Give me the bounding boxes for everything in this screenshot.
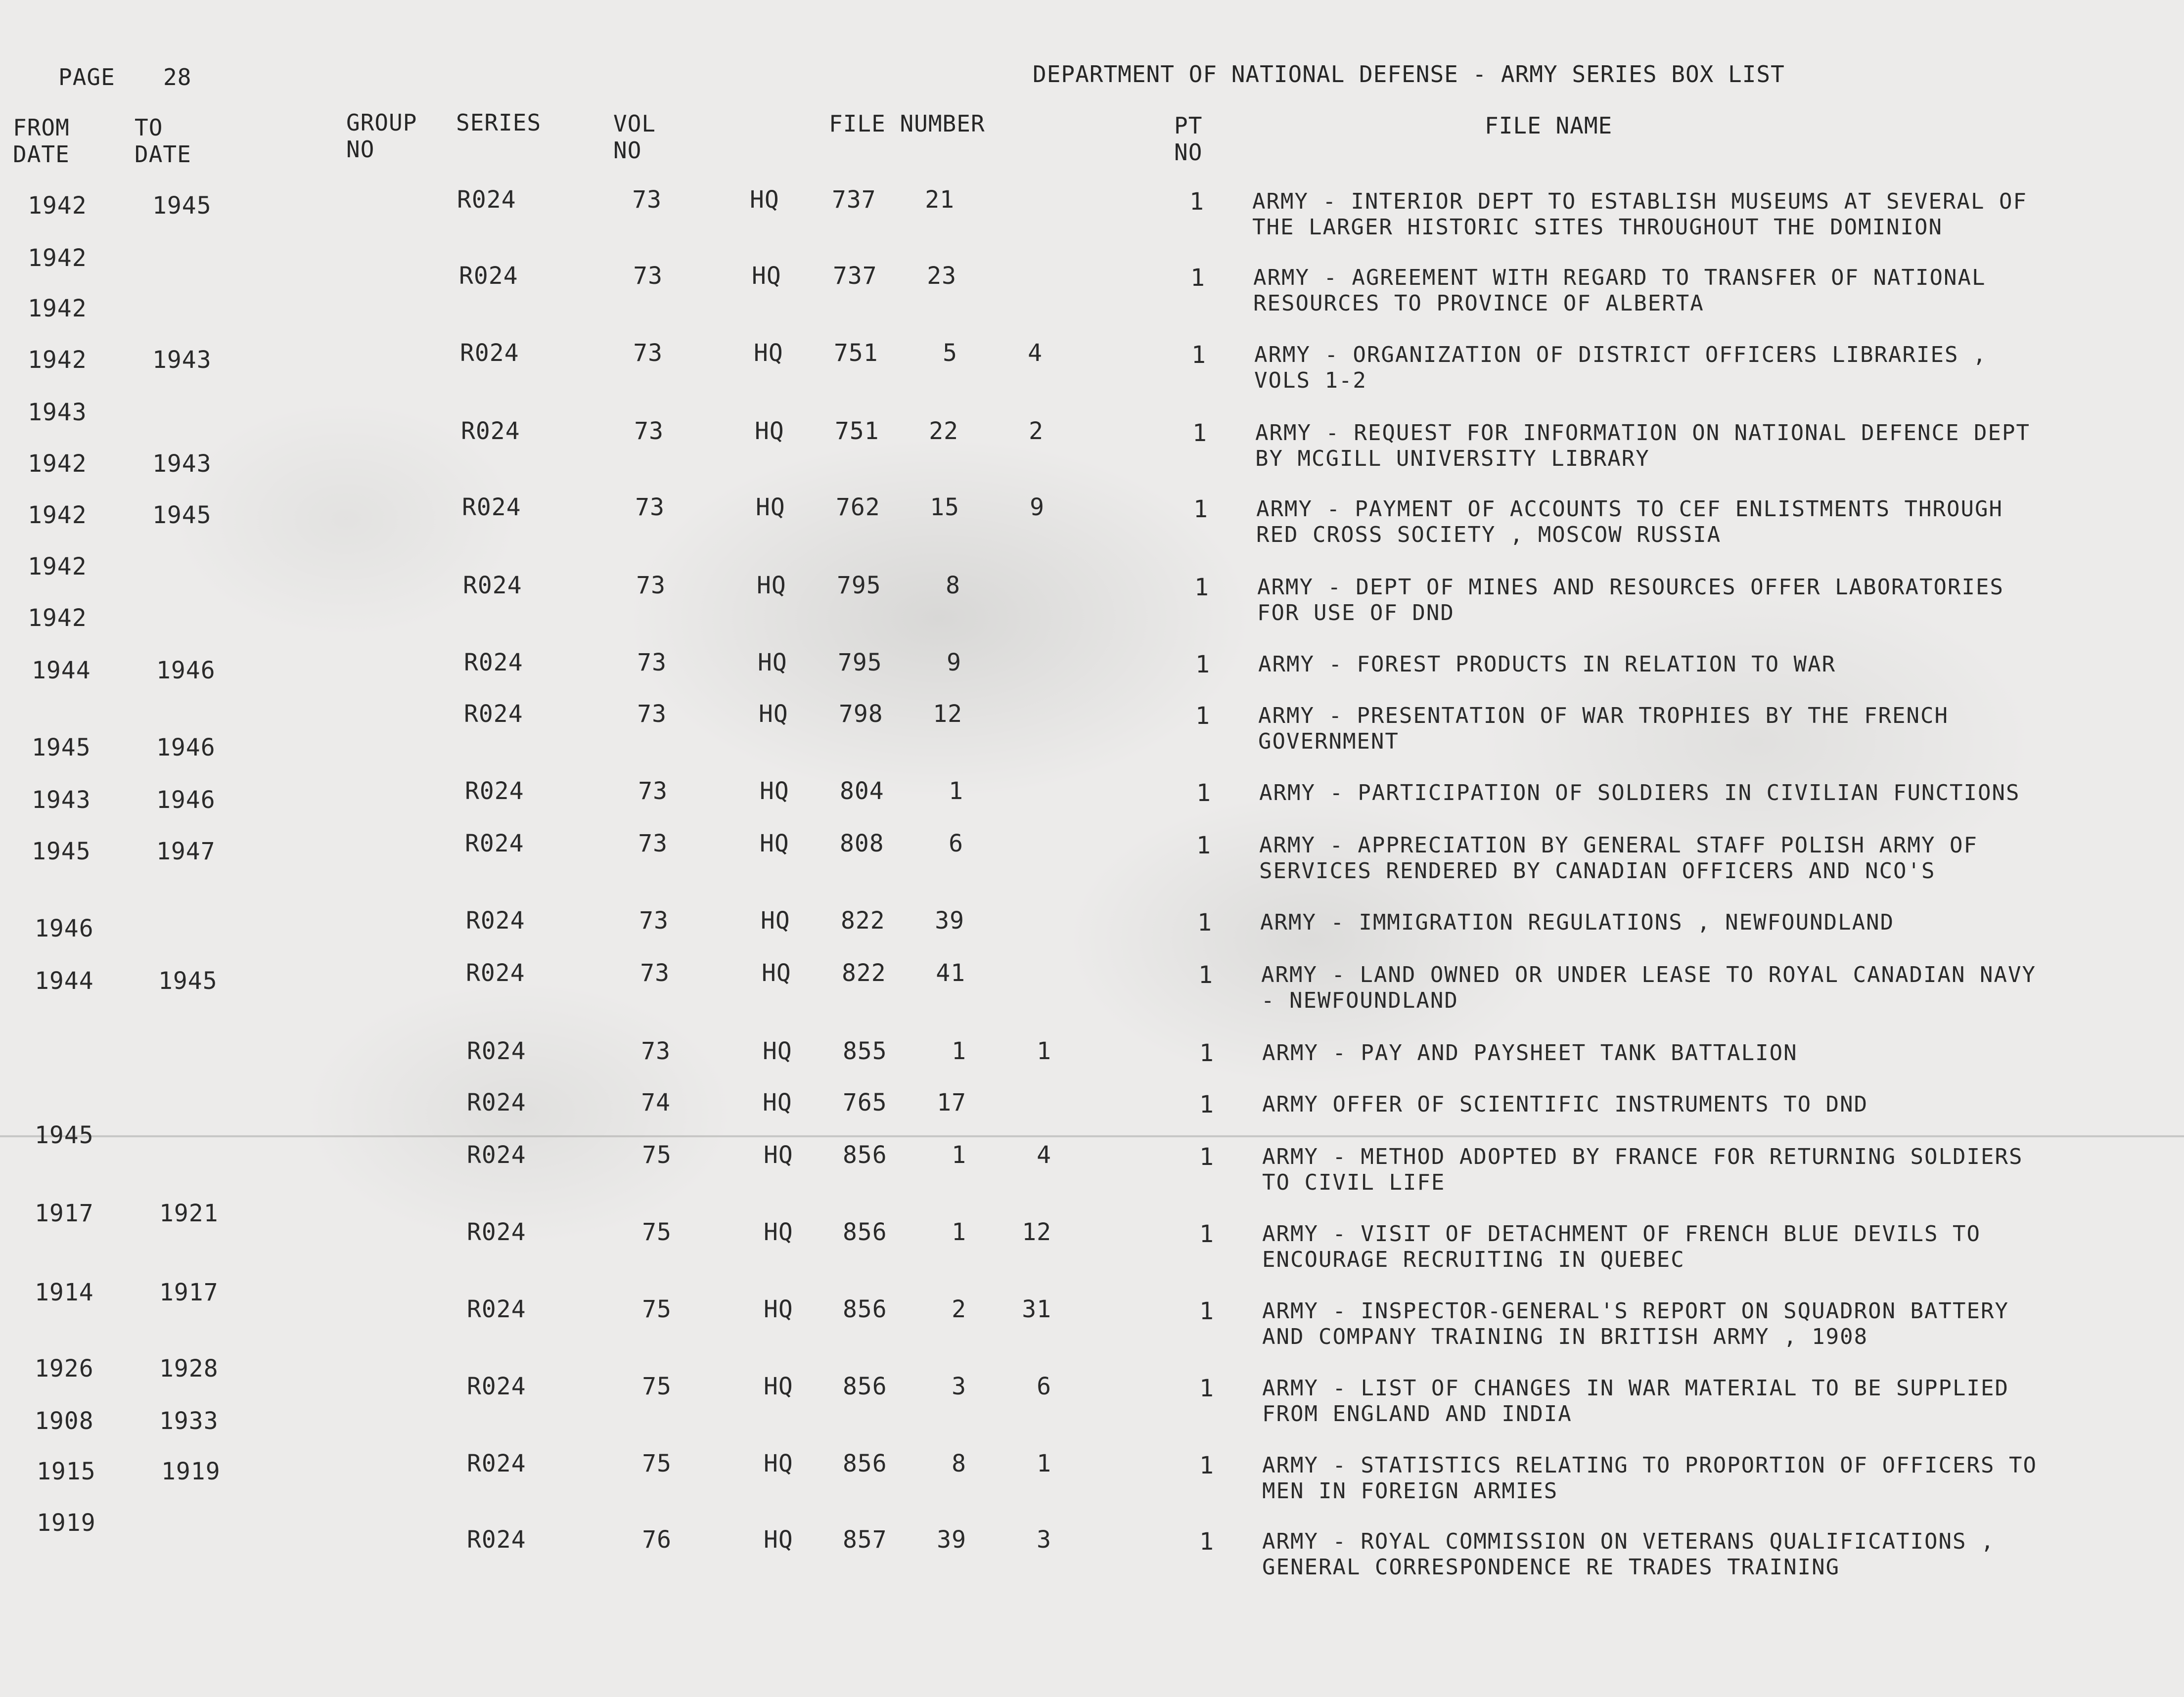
series-cell: R024 [465, 777, 524, 805]
file-name-cell: ARMY OFFER OF SCIENTIFIC INSTRUMENTS TO DND [1262, 1092, 1868, 1117]
file-name-cell: ARMY - LIST OF CHANGES IN WAR MATERIAL TO BE SUPPLIED FROM ENGLAND AND INDIA [1262, 1376, 2009, 1427]
pt-cell: 1 [1199, 1220, 1214, 1248]
vol-cell: 73 [635, 493, 665, 521]
series-cell: R024 [467, 1295, 526, 1323]
file-primary-cell: 856 [843, 1295, 887, 1323]
from-date: 1942 [28, 192, 87, 220]
col-to-date-l1: TO [135, 114, 163, 141]
file-prefix-cell: HQ [764, 1373, 793, 1400]
file-prefix-cell: HQ [756, 493, 785, 521]
pt-cell: 1 [1198, 961, 1213, 989]
file-secondary-cell: 2 [952, 1295, 966, 1323]
file-prefix-cell: HQ [750, 186, 779, 214]
col-group-no-l1: GROUP [346, 109, 417, 136]
file-name-cell: ARMY - VISIT OF DETACHMENT OF FRENCH BLUE DEVILS TO ENCOURAGE RECRUITING IN QUEBEC [1262, 1221, 1981, 1272]
file-primary-cell: 857 [843, 1526, 887, 1554]
to-date: 1921 [159, 1200, 219, 1227]
vol-cell: 74 [641, 1089, 671, 1116]
file-secondary-cell: 12 [933, 700, 962, 728]
from-date: 1942 [28, 553, 87, 581]
file-primary-cell: 751 [834, 339, 878, 367]
file-primary-cell: 856 [843, 1373, 887, 1400]
file-name-cell: ARMY - INSPECTOR-GENERAL'S REPORT ON SQUADRON BATTERY AND COMPANY TRAINING IN BRITISH ARMY , 1908 [1262, 1298, 2009, 1349]
pt-cell: 1 [1199, 1091, 1214, 1118]
from-date: 1942 [28, 450, 87, 478]
file-secondary-cell: 1 [952, 1141, 966, 1169]
to-date: 1933 [159, 1407, 219, 1435]
from-date: 1919 [37, 1509, 96, 1537]
file-prefix-cell: HQ [764, 1450, 793, 1477]
from-date: 1944 [32, 657, 91, 684]
series-cell: R024 [467, 1037, 526, 1065]
from-date: 1926 [35, 1355, 94, 1383]
file-prefix-cell: HQ [763, 1037, 792, 1065]
series-cell: R024 [467, 1141, 526, 1169]
pt-cell: 1 [1196, 779, 1211, 807]
vol-cell: 75 [642, 1373, 672, 1400]
fold-line [0, 1135, 2184, 1137]
file-prefix-cell: HQ [752, 262, 781, 290]
from-date: 1945 [35, 1121, 94, 1149]
file-prefix-cell: HQ [760, 777, 789, 805]
file-prefix-cell: HQ [760, 830, 789, 857]
file-secondary-cell: 1 [949, 777, 963, 805]
from-date: 1943 [32, 786, 91, 814]
pt-cell: 1 [1191, 341, 1206, 369]
vol-cell: 73 [641, 1037, 671, 1065]
from-date: 1917 [35, 1200, 94, 1227]
file-name-cell: ARMY - PRESENTATION OF WAR TROPHIES BY THE FRENCH GOVERNMENT [1258, 703, 1949, 754]
file-name-cell: ARMY - STATISTICS RELATING TO PROPORTION OF OFFICERS TO MEN IN FOREIGN ARMIES [1262, 1453, 2037, 1504]
vol-cell: 76 [642, 1526, 672, 1554]
to-date: 1946 [156, 734, 216, 761]
col-series: SERIES [456, 109, 542, 136]
to-date: 1928 [159, 1355, 219, 1383]
file-name-cell: ARMY - FOREST PRODUCTS IN RELATION TO WAR [1258, 652, 1836, 677]
col-file-number: FILE NUMBER [829, 110, 985, 137]
to-date: 1943 [152, 346, 212, 374]
vol-cell: 75 [642, 1450, 672, 1477]
series-cell: R024 [464, 700, 523, 728]
file-secondary-cell: 9 [947, 649, 961, 676]
file-secondary-cell: 8 [946, 572, 960, 599]
file-primary-cell: 822 [841, 907, 885, 935]
file-primary-cell: 765 [843, 1089, 887, 1116]
vol-cell: 73 [640, 959, 670, 987]
pt-cell: 1 [1199, 1452, 1214, 1479]
col-pt-no-l1: PT [1174, 112, 1203, 139]
file-primary-cell: 751 [835, 417, 879, 445]
pt-cell: 1 [1193, 495, 1208, 523]
file-secondary-cell: 8 [952, 1450, 966, 1477]
page-label: PAGE [58, 64, 115, 90]
col-to-date-l2: DATE [135, 141, 191, 168]
vol-cell: 73 [634, 417, 664, 445]
from-date: 1945 [32, 838, 91, 865]
from-date: 1944 [35, 967, 94, 995]
file-name-cell: ARMY - IMMIGRATION REGULATIONS , NEWFOUNDLAND [1260, 910, 1895, 935]
from-date: 1945 [32, 734, 91, 761]
to-date: 1943 [152, 450, 212, 478]
file-primary-cell: 795 [837, 572, 881, 599]
file-name-cell: ARMY - INTERIOR DEPT TO ESTABLISH MUSEUMS AT SEVERAL OF THE LARGER HISTORIC SITES THROUGHOUT THE DOMINION [1252, 189, 2027, 240]
file-prefix-cell: HQ [762, 959, 791, 987]
series-cell: R024 [457, 186, 516, 214]
page-title: DEPARTMENT OF NATIONAL DEFENSE - ARMY SERIES BOX LIST [1033, 61, 1785, 88]
vol-cell: 73 [637, 649, 667, 676]
file-name-cell: ARMY - REQUEST FOR INFORMATION ON NATIONAL DEFENCE DEPT BY MCGILL UNIVERSITY LIBRARY [1255, 420, 2030, 471]
file-prefix-cell: HQ [764, 1526, 793, 1554]
file-tertiary-cell: 3 [1037, 1526, 1051, 1554]
pt-cell: 1 [1196, 832, 1211, 859]
file-primary-cell: 855 [843, 1037, 887, 1065]
file-name-cell: ARMY - ORGANIZATION OF DISTRICT OFFICERS LIBRARIES , VOLS 1-2 [1254, 342, 1987, 393]
file-tertiary-cell: 31 [1022, 1295, 1051, 1323]
pt-cell: 1 [1197, 909, 1212, 937]
file-primary-cell: 737 [832, 186, 876, 214]
from-date: 1943 [28, 399, 87, 426]
file-name-cell: ARMY - APPRECIATION BY GENERAL STAFF POLISH ARMY OF SERVICES RENDERED BY CANADIAN OFFICERS AND NCO'S [1259, 833, 1978, 884]
series-cell: R024 [463, 572, 522, 599]
col-vol-no-l1: VOL [613, 110, 656, 137]
file-name-cell: ARMY - AGREEMENT WITH REGARD TO TRANSFER OF NATIONAL RESOURCES TO PROVINCE OF ALBERTA [1253, 265, 1986, 316]
file-name-cell: ARMY - PARTICIPATION OF SOLDIERS IN CIVILIAN FUNCTIONS [1259, 780, 2020, 805]
pt-cell: 1 [1194, 574, 1209, 601]
series-cell: R024 [461, 417, 520, 445]
pt-cell: 1 [1199, 1528, 1214, 1556]
to-date: 1946 [156, 786, 216, 814]
series-cell: R024 [462, 493, 521, 521]
file-tertiary-cell: 4 [1028, 339, 1043, 367]
file-prefix-cell: HQ [757, 572, 786, 599]
vol-cell: 73 [637, 700, 667, 728]
file-secondary-cell: 5 [943, 339, 957, 367]
file-prefix-cell: HQ [754, 339, 783, 367]
file-primary-cell: 798 [839, 700, 883, 728]
from-date: 1908 [35, 1407, 94, 1435]
pt-cell: 1 [1189, 188, 1204, 216]
file-secondary-cell: 1 [952, 1218, 966, 1246]
file-prefix-cell: HQ [758, 649, 787, 676]
vol-cell: 75 [642, 1218, 672, 1246]
series-cell: R024 [464, 649, 523, 676]
file-name-cell: ARMY - PAYMENT OF ACCOUNTS TO CEF ENLISTMENTS THROUGH RED CROSS SOCIETY , MOSCOW RUSSIA [1256, 496, 2003, 547]
vol-cell: 73 [633, 339, 663, 367]
file-primary-cell: 762 [836, 493, 880, 521]
to-date: 1947 [156, 838, 216, 865]
vol-cell: 73 [633, 262, 663, 290]
series-cell: R024 [467, 1450, 526, 1477]
pt-cell: 1 [1195, 651, 1210, 678]
file-secondary-cell: 6 [949, 830, 963, 857]
file-secondary-cell: 3 [952, 1373, 966, 1400]
page-number: 28 [163, 64, 192, 90]
from-date: 1942 [28, 604, 87, 632]
from-date: 1942 [28, 501, 87, 529]
col-from-date-l1: FROM [13, 114, 70, 141]
col-file-name: FILE NAME [1485, 112, 1613, 139]
file-name-cell: ARMY - DEPT OF MINES AND RESOURCES OFFER LABORATORIES FOR USE OF DND [1257, 575, 2004, 625]
from-date: 1914 [35, 1279, 94, 1306]
file-name-cell: ARMY - LAND OWNED OR UNDER LEASE TO ROYAL CANADIAN NAVY - NEWFOUNDLAND [1261, 962, 2036, 1013]
file-secondary-cell: 1 [952, 1037, 966, 1065]
pt-cell: 1 [1199, 1143, 1214, 1171]
pt-cell: 1 [1192, 419, 1207, 447]
col-vol-no-l2: NO [613, 137, 642, 164]
file-name-cell: ARMY - METHOD ADOPTED BY FRANCE FOR RETURNING SOLDIERS TO CIVIL LIFE [1262, 1144, 2023, 1195]
col-pt-no-l2: NO [1174, 139, 1203, 166]
pt-cell: 1 [1199, 1297, 1214, 1325]
file-tertiary-cell: 2 [1029, 417, 1044, 445]
file-secondary-cell: 17 [937, 1089, 966, 1116]
file-tertiary-cell: 9 [1030, 493, 1045, 521]
file-tertiary-cell: 12 [1022, 1218, 1051, 1246]
pt-cell: 1 [1199, 1039, 1214, 1067]
file-secondary-cell: 21 [925, 186, 955, 214]
series-cell: R024 [465, 830, 524, 857]
from-date: 1915 [37, 1458, 96, 1485]
file-primary-cell: 856 [843, 1141, 887, 1169]
series-cell: R024 [467, 1218, 526, 1246]
vol-cell: 73 [638, 777, 668, 805]
to-date: 1945 [152, 192, 212, 220]
file-primary-cell: 804 [840, 777, 884, 805]
series-cell: R024 [459, 262, 518, 290]
pt-cell: 1 [1190, 264, 1205, 292]
file-primary-cell: 808 [840, 830, 884, 857]
file-prefix-cell: HQ [763, 1089, 792, 1116]
from-date: 1946 [35, 915, 94, 942]
file-primary-cell: 737 [833, 262, 877, 290]
to-date: 1945 [158, 967, 218, 995]
file-prefix-cell: HQ [759, 700, 788, 728]
file-secondary-cell: 22 [929, 417, 958, 445]
series-cell: R024 [467, 1526, 526, 1554]
file-secondary-cell: 39 [935, 907, 964, 935]
to-date: 1946 [156, 657, 216, 684]
vol-cell: 75 [642, 1141, 672, 1169]
file-prefix-cell: HQ [764, 1141, 793, 1169]
vol-cell: 73 [636, 572, 666, 599]
series-cell: R024 [466, 907, 525, 935]
series-cell: R024 [460, 339, 519, 367]
file-name-cell: ARMY - ROYAL COMMISSION ON VETERANS QUALIFICATIONS , GENERAL CORRESPONDENCE RE TRADES TRAINING [1262, 1529, 1995, 1580]
file-tertiary-cell: 1 [1037, 1037, 1051, 1065]
file-name-cell: ARMY - PAY AND PAYSHEET TANK BATTALION [1262, 1040, 1798, 1066]
file-primary-cell: 856 [843, 1218, 887, 1246]
series-cell: R024 [467, 1089, 526, 1116]
to-date: 1917 [159, 1279, 219, 1306]
vol-cell: 73 [632, 186, 662, 214]
file-secondary-cell: 39 [937, 1526, 966, 1554]
file-prefix-cell: HQ [764, 1295, 793, 1323]
vol-cell: 73 [639, 907, 669, 935]
vol-cell: 73 [638, 830, 668, 857]
file-tertiary-cell: 4 [1037, 1141, 1051, 1169]
file-primary-cell: 856 [843, 1450, 887, 1477]
pt-cell: 1 [1195, 702, 1210, 730]
file-tertiary-cell: 1 [1037, 1450, 1051, 1477]
file-tertiary-cell: 6 [1037, 1373, 1051, 1400]
vol-cell: 75 [642, 1295, 672, 1323]
col-from-date-l2: DATE [13, 141, 70, 168]
file-prefix-cell: HQ [764, 1218, 793, 1246]
from-date: 1942 [28, 346, 87, 374]
file-primary-cell: 795 [838, 649, 882, 676]
series-cell: R024 [467, 1373, 526, 1400]
pt-cell: 1 [1199, 1375, 1214, 1402]
file-secondary-cell: 23 [927, 262, 956, 290]
file-primary-cell: 822 [842, 959, 886, 987]
from-date: 1942 [28, 244, 87, 272]
from-date: 1942 [28, 295, 87, 322]
to-date: 1945 [152, 501, 212, 529]
to-date: 1919 [161, 1458, 221, 1485]
series-cell: R024 [466, 959, 525, 987]
col-group-no-l2: NO [346, 136, 375, 163]
file-secondary-cell: 41 [936, 959, 965, 987]
file-prefix-cell: HQ [755, 417, 784, 445]
file-prefix-cell: HQ [761, 907, 790, 935]
file-secondary-cell: 15 [930, 493, 959, 521]
